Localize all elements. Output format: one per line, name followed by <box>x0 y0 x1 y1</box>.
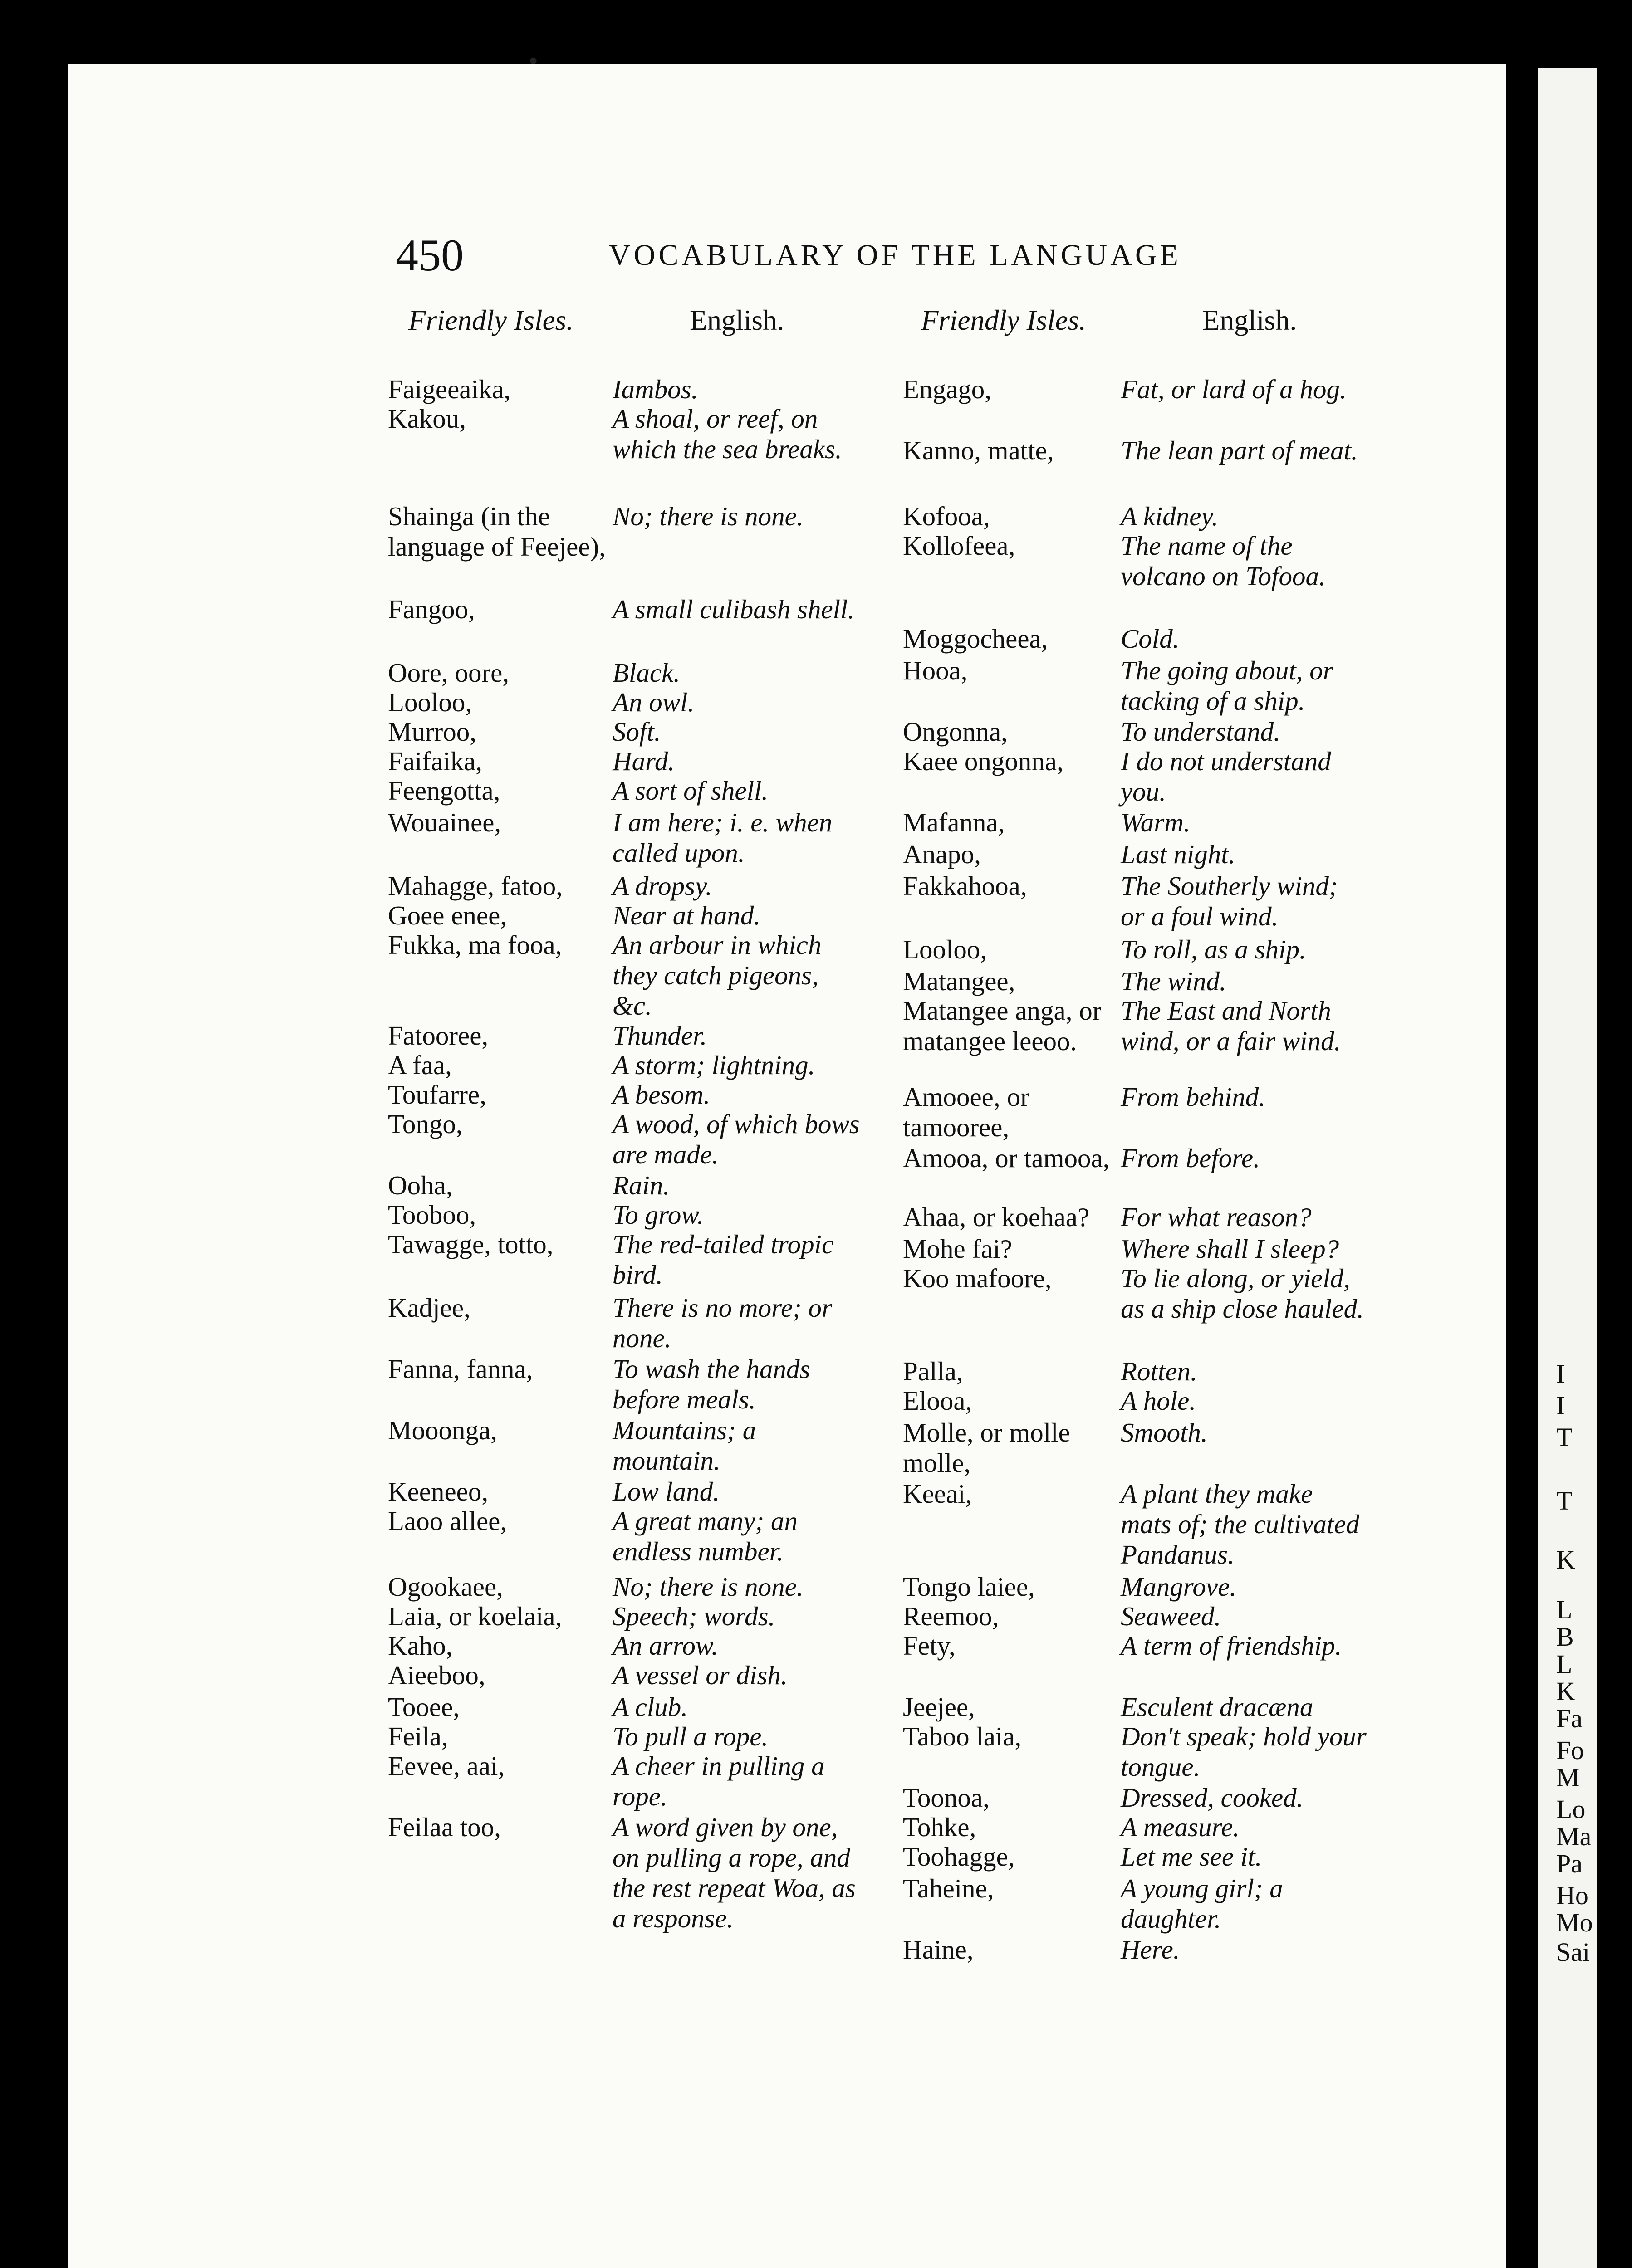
entry-english-gloss: To grow. <box>613 1200 704 1230</box>
entry-term: Koo mafoore, <box>903 1263 1052 1293</box>
entry-term: Laoo allee, <box>388 1506 507 1536</box>
entry-english-gloss: Don't speak; hold your tongue. <box>1121 1721 1367 1782</box>
adjacent-page-text-fragment: Pa <box>1556 1849 1583 1878</box>
entry-term: Matangee, <box>903 966 1015 996</box>
entry-english-gloss: The going about, or tacking of a ship. <box>1121 655 1333 716</box>
entry-term: Kakou, <box>388 404 466 434</box>
entry-english-gloss: Smooth. <box>1121 1418 1208 1447</box>
entry-english-gloss: Hard. <box>613 746 675 776</box>
entry-english-gloss: A term of friendship. <box>1121 1631 1342 1661</box>
book-page <box>68 46 1506 2268</box>
entry-term: Palla, <box>903 1356 963 1386</box>
entry-english-gloss: To roll, as a ship. <box>1121 934 1306 964</box>
entry-term: Ooha, <box>388 1170 453 1200</box>
entry-term: Elooa, <box>903 1386 972 1416</box>
entry-term: Toonoa, <box>903 1783 990 1813</box>
entry-english-gloss: The East and North wind, or a fair wind. <box>1121 996 1341 1056</box>
entry-term: Kollofeea, <box>903 531 1015 561</box>
entry-english-gloss: Let me see it. <box>1121 1842 1262 1872</box>
entry-term: Toohagge, <box>903 1842 1015 1872</box>
entry-term: Fakkahooa, <box>903 871 1027 901</box>
entry-english-gloss: I do not understand you. <box>1121 746 1331 807</box>
entry-term: Kadjee, <box>388 1293 470 1323</box>
entry-term: Engago, <box>903 374 991 404</box>
column-header-right-friendly-isles: Friendly Isles. <box>921 304 1086 336</box>
entry-term: Kaho, <box>388 1631 453 1661</box>
entry-term: Feilaa too, <box>388 1812 501 1842</box>
entry-english-gloss: Fat, or lard of a hog. <box>1121 374 1347 404</box>
entry-english-gloss: Black. <box>613 658 681 688</box>
entry-term: Toufarre, <box>388 1080 486 1110</box>
entry-english-gloss: Rotten. <box>1121 1356 1197 1386</box>
entry-english-gloss: A dropsy. <box>613 871 712 901</box>
entry-english-gloss: Mountains; a mountain. <box>613 1415 756 1476</box>
adjacent-page-text-fragment: L <box>1556 1649 1573 1679</box>
entry-term: Tawagge, totto, <box>388 1229 554 1259</box>
entry-english-gloss: Low land. <box>613 1476 720 1506</box>
entry-term: Mafanna, <box>903 807 1005 837</box>
entry-english-gloss: A kidney. <box>1121 501 1219 531</box>
adjacent-page-text-fragment: T <box>1556 1422 1573 1452</box>
entry-english-gloss: The Southerly wind; or a foul wind. <box>1121 871 1338 931</box>
entry-term: Looloo, <box>388 687 472 717</box>
entry-term: Aieeboo, <box>388 1660 485 1690</box>
entry-english-gloss: From behind. <box>1121 1082 1265 1112</box>
entry-english-gloss: Iambos. <box>613 374 698 404</box>
entry-term: Molle, or molle molle, <box>903 1418 1070 1478</box>
entry-term: Tongo, <box>388 1109 463 1139</box>
entry-english-gloss: To understand. <box>1121 717 1280 747</box>
entry-term: Fety, <box>903 1631 956 1661</box>
entry-term: Goee enee, <box>388 900 507 930</box>
entry-term: Faifaika, <box>388 746 483 776</box>
adjacent-page-text-fragment: I <box>1556 1359 1565 1388</box>
entry-term: Looloo, <box>903 934 987 964</box>
entry-term: Keeai, <box>903 1479 972 1509</box>
entry-english-gloss: I am here; i. e. when called upon. <box>613 807 833 868</box>
entry-english-gloss: A cheer in pulling a rope. <box>613 1751 825 1811</box>
column-header-left-friendly-isles: Friendly Isles. <box>408 304 573 336</box>
entry-term: Reemoo, <box>903 1601 999 1631</box>
entry-term: Wouainee, <box>388 807 501 837</box>
entry-english-gloss: To pull a rope. <box>613 1721 769 1751</box>
entry-english-gloss: A young girl; a daughter. <box>1121 1873 1283 1934</box>
entry-term: Fatooree, <box>388 1021 489 1051</box>
adjacent-page-text-fragment: M <box>1556 1763 1580 1792</box>
entry-english-gloss: No; there is none. <box>613 1572 804 1602</box>
adjacent-page-text-fragment: B <box>1556 1622 1574 1652</box>
entry-term: Haine, <box>903 1935 974 1965</box>
adjacent-page-text-fragment: L <box>1556 1595 1573 1624</box>
entry-term: Jeejee, <box>903 1692 975 1722</box>
entry-term: Amooa, or tamooa, <box>903 1143 1110 1173</box>
entry-term: Laia, or koelaia, <box>388 1601 562 1631</box>
entry-term: Fukka, ma fooa, <box>388 930 562 960</box>
entry-term: Kofooa, <box>903 501 990 531</box>
entry-english-gloss: An owl. <box>613 687 695 717</box>
entry-term: Taheine, <box>903 1873 994 1903</box>
adjacent-page-text-fragment: Fa <box>1556 1704 1583 1733</box>
adjacent-page-text-fragment: Fo <box>1556 1735 1584 1765</box>
entry-english-gloss: For what reason? <box>1121 1202 1312 1232</box>
entry-english-gloss: Dressed, cooked. <box>1121 1783 1304 1813</box>
entry-term: Tooboo, <box>388 1200 476 1230</box>
entry-english-gloss: A shoal, or reef, on which the sea breaks. <box>613 404 842 464</box>
entry-english-gloss: A small culibash shell. <box>613 594 855 624</box>
entry-term: Tongo laiee, <box>903 1572 1035 1602</box>
entry-term: Keeneeo, <box>388 1476 489 1506</box>
entry-term: Matangee anga, or matangee leeoo. <box>903 996 1102 1056</box>
entry-term: Kanno, matte, <box>903 435 1054 465</box>
entry-english-gloss: A plant they make mats of; the cultivated Pandanus. <box>1121 1479 1359 1569</box>
entry-english-gloss: A hole. <box>1121 1386 1196 1416</box>
entry-term: Oore, oore, <box>388 658 510 688</box>
entry-term: Fanna, fanna, <box>388 1354 533 1384</box>
column-header-right-english: English. <box>1202 304 1297 336</box>
adjacent-page-text-fragment: Lo <box>1556 1794 1586 1824</box>
adjacent-page-text-fragment: I <box>1556 1391 1565 1420</box>
entry-term: Shainga (in the language of Feejee), <box>388 501 606 562</box>
adjacent-page-text-fragment: T <box>1556 1486 1573 1515</box>
entry-english-gloss: A great many; an endless number. <box>613 1506 798 1566</box>
entry-english-gloss: The wind. <box>1121 966 1226 996</box>
page-speck: • <box>529 46 539 76</box>
entry-english-gloss: The red-tailed tropic bird. <box>613 1229 834 1290</box>
adjacent-page-text-fragment: Sai <box>1556 1937 1590 1967</box>
column-header-left-english: English. <box>690 304 784 336</box>
entry-english-gloss: Cold. <box>1121 624 1180 654</box>
entry-english-gloss: Mangrove. <box>1121 1572 1237 1602</box>
entry-term: Fangoo, <box>388 594 475 624</box>
entry-english-gloss: Last night. <box>1121 839 1235 869</box>
entry-term: Feila, <box>388 1721 448 1751</box>
entry-english-gloss: A word given by one, on pulling a rope, and the rest repeat Woa, as a response. <box>613 1812 856 1933</box>
entry-english-gloss: The name of the volcano on Tofooa. <box>1121 531 1326 591</box>
adjacent-page-text-fragment: K <box>1556 1545 1575 1574</box>
adjacent-page-text-fragment: K <box>1556 1677 1575 1706</box>
entry-english-gloss: A vessel or dish. <box>613 1660 788 1690</box>
entry-english-gloss: Seaweed. <box>1121 1601 1221 1631</box>
entry-term: Moggocheea, <box>903 624 1048 654</box>
adjacent-page-text-fragment: Ho <box>1556 1881 1588 1910</box>
entry-term: Ongonna, <box>903 717 1008 747</box>
entry-term: Mooonga, <box>388 1415 497 1445</box>
entry-term: Hooa, <box>903 655 968 685</box>
page-number: 450 <box>396 230 464 280</box>
adjacent-page-text-fragment: Mo <box>1556 1908 1593 1937</box>
entry-term: Mahagge, fatoo, <box>388 871 563 901</box>
entry-english-gloss: To lie along, or yield, as a ship close hauled. <box>1121 1263 1364 1324</box>
entry-english-gloss: Warm. <box>1121 807 1191 837</box>
entry-english-gloss: A club. <box>613 1692 688 1722</box>
entry-english-gloss: No; there is none. <box>613 501 804 531</box>
entry-term: Faigeeaika, <box>388 374 511 404</box>
adjacent-page-edge <box>1538 68 1597 2268</box>
entry-english-gloss: The lean part of meat. <box>1121 435 1358 465</box>
entry-term: Murroo, <box>388 717 477 747</box>
entry-term: Tooee, <box>388 1692 460 1722</box>
entry-english-gloss: A besom. <box>613 1080 711 1110</box>
page-header <box>396 229 1485 284</box>
entry-english-gloss: Esculent dracæna <box>1121 1692 1313 1722</box>
entry-english-gloss: Where shall I sleep? <box>1121 1234 1339 1264</box>
entry-english-gloss: Near at hand. <box>613 900 761 930</box>
entry-term: Taboo laia, <box>903 1721 1022 1751</box>
entry-english-gloss: Here. <box>1121 1935 1180 1965</box>
entry-english-gloss: Soft. <box>613 717 661 747</box>
entry-term: Kaee ongonna, <box>903 746 1063 776</box>
entry-english-gloss: A sort of shell. <box>613 776 769 806</box>
entry-term: Eevee, aai, <box>388 1751 505 1781</box>
adjacent-page-text-fragment: Ma <box>1556 1822 1592 1851</box>
entry-english-gloss: A storm; lightning. <box>613 1050 815 1080</box>
entry-english-gloss: To wash the hands before meals. <box>613 1354 810 1414</box>
entry-term: Mohe fai? <box>903 1234 1012 1264</box>
entry-english-gloss: Rain. <box>613 1170 670 1200</box>
entry-english-gloss: A wood, of which bows are made. <box>613 1109 860 1169</box>
entry-term: Amooee, or tamooree, <box>903 1082 1029 1142</box>
entry-term: Ahaa, or koehaa? <box>903 1202 1090 1232</box>
entry-term: Anapo, <box>903 839 981 869</box>
entry-term: Feengotta, <box>388 776 500 806</box>
entry-english-gloss: Speech; words. <box>613 1601 775 1631</box>
entry-term: A faa, <box>388 1050 452 1080</box>
entry-english-gloss: An arrow. <box>613 1631 718 1661</box>
entry-english-gloss: From before. <box>1121 1143 1260 1173</box>
entry-english-gloss: A measure. <box>1121 1812 1240 1842</box>
entry-english-gloss: Thunder. <box>613 1021 707 1051</box>
running-title: VOCABULARY OF THE LANGUAGE <box>609 239 1181 272</box>
entry-term: Ogookaee, <box>388 1572 503 1602</box>
entry-term: Tohke, <box>903 1812 976 1842</box>
entry-english-gloss: There is no more; or none. <box>613 1293 832 1353</box>
entry-english-gloss: An arbour in which they catch pigeons, &c. <box>613 930 822 1021</box>
